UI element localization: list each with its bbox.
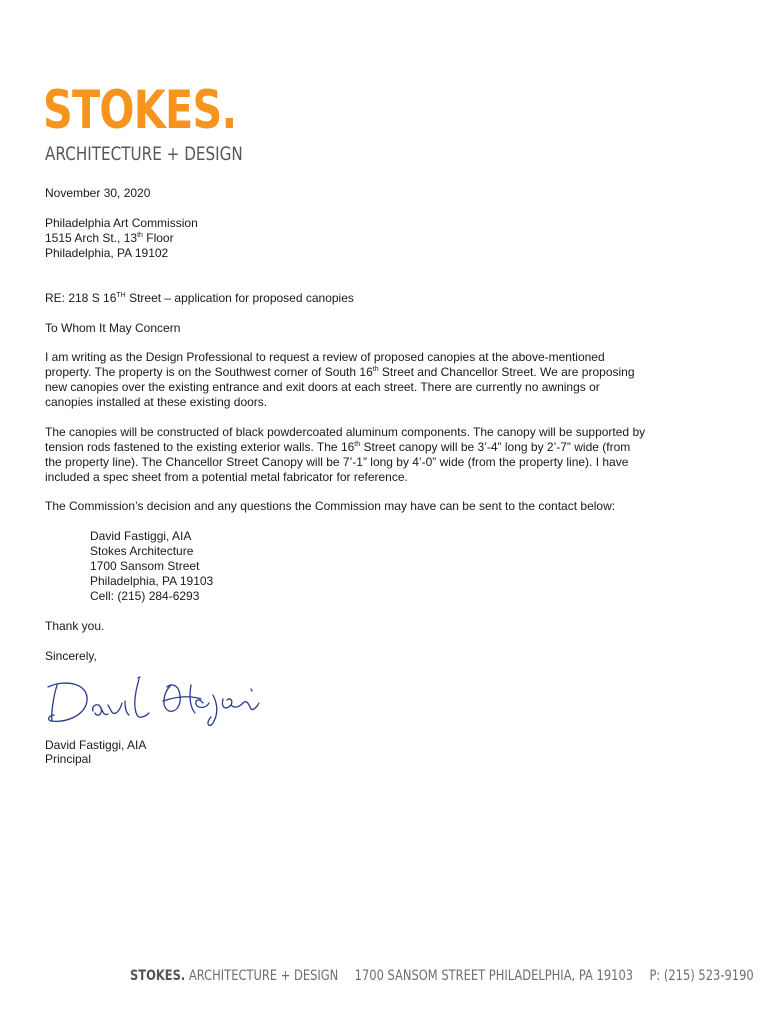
handwritten-signature xyxy=(45,673,265,736)
letter-date: November 30, 2020 xyxy=(45,186,151,200)
signer-title: Principal xyxy=(45,752,92,766)
contact-company: Stokes Architecture xyxy=(90,544,194,558)
salutation: To Whom It May Concern xyxy=(45,321,181,335)
recipient-street: 1515 Arch St., 13th Floor xyxy=(45,231,174,245)
closing-line: Sincerely, xyxy=(45,649,97,663)
contact-city: Philadelphia, PA 19103 xyxy=(90,574,214,588)
paragraph-line: new canopies over the existing entrance and exit doors at each street. There are currently no awnings or xyxy=(45,380,600,394)
signer-name: David Fastiggi, AIA xyxy=(45,738,147,752)
paragraph-line: included a spec sheet from a potential metal fabricator for reference. xyxy=(45,470,408,484)
contact-name: David Fastiggi, AIA xyxy=(90,529,192,543)
logo-name: STOKES. xyxy=(43,80,237,141)
paragraph-line: property. The property is on the Southwest corner of South 16th Street and Chancellor Street. We are proposing xyxy=(45,365,635,379)
logo-tagline: ARCHITECTURE + DESIGN xyxy=(45,143,243,165)
paragraph-contact-intro: The Commission’s decision and any questions the Commission may have can be sent to the contact below: xyxy=(45,499,616,513)
paragraph-line: the property line). The Chancellor Street Canopy will be 7’-1” long by 4’-0” wide (from the property line). I have xyxy=(45,455,629,469)
footer-brand: STOKES. xyxy=(130,968,186,984)
footer-address: 1700 SANSOM STREET PHILADELPHIA, PA 19103 xyxy=(354,968,634,984)
recipient-city: Philadelphia, PA 19102 xyxy=(45,246,169,260)
recipient-org: Philadelphia Art Commission xyxy=(45,216,198,230)
paragraph-line: I am writing as the Design Professional to request a review of proposed canopies at the above-mentioned xyxy=(45,350,605,364)
paragraph-line: canopies installed at these existing doors. xyxy=(45,395,268,409)
letter-footer xyxy=(130,969,754,983)
footer-tagline: ARCHITECTURE + DESIGN xyxy=(188,968,339,984)
paragraph-line: The canopies will be constructed of black powdercoated aluminum components. The canopy will be supported by xyxy=(45,425,646,439)
footer-phone: P: (215) 523-9190 xyxy=(649,968,754,984)
paragraph-line: tension rods fastened to the existing exterior walls. The 16th Street canopy will be 3’-4” long by 2’-7” wide (from xyxy=(45,440,631,454)
contact-street: 1700 Sansom Street xyxy=(90,559,200,573)
subject-line: RE: 218 S 16TH Street – application for proposed canopies xyxy=(45,291,354,305)
contact-phone: Cell: (215) 284-6293 xyxy=(90,589,200,603)
thanks-line: Thank you. xyxy=(45,619,105,633)
